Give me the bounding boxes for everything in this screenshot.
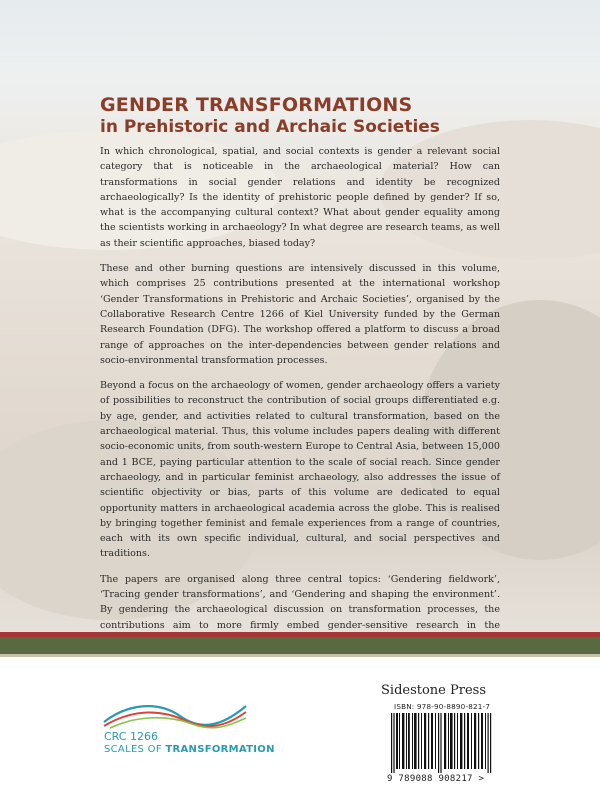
- isbn-barcode-block: [381, 702, 499, 786]
- barcode-digits: 9 789088 908217 >: [387, 774, 485, 784]
- blurb-paragraph-1: In which chronological, spatial, and social contexts is gender a relevant social category that is noticeable in the archaeological material? How can transformations in social gender relations and identity be recognized archaeologically? Is the identity of prehistoric people defined by gender? If so, what is the accompanying cultural context? What about gender equality among the scientists working in archaeology? In what degree are research teams, as well as their scientific approaches, biased today?: [100, 146, 500, 249]
- isbn-text: ISBN: 978-90-8890-821-7: [394, 702, 491, 711]
- blurb-paragraph-2: These and other burning questions are intensively discussed in this volume, which comprises 25 contributions presented at the international workshop ‘Gender Transformations in Prehistoric and Archaic Societies’, organised by the Collaborative Research Centre 1266 of Kiel University funded by the German Research Foundation (DFG). The workshop offered a platform to discuss a broad range of approaches on the inter-dependencies between gender relations and socio-environmental transformation processes.: [100, 263, 500, 366]
- barcode-icon: [391, 713, 496, 773]
- footer-area: [0, 657, 600, 800]
- book-title: GENDER TRANSFORMATIONS: [100, 94, 413, 116]
- blurb-paragraph-4: The papers are organised along three central topics: ‘Gendering fieldwork’, ‘Tracing gender transformations’, and ‘Gendering and shaping the environment’. By gendering the archaeological discussion on transformation processes, the contributions aim to more firmly embed gender-sensitive research in the: [100, 573, 500, 631]
- divider-green-band: [0, 637, 600, 654]
- blurb-paragraph-3: Beyond a focus on the archaeology of women, gender archaeology offers a variety of possibilities to reconstruct the contribution of social groups differentiated e.g. by age, gender, and activities related to cultural transformation, based on the archaeological material. Thus, this volume includes papers dealing with different socio-economic units, from south-western Europe to Central Asia, between 15,000 and 1 BCE, paying particular attention to the scale of social reach. Since gender archaeology, and in particular feminist archaeology, also addresses the issue of scientific objectivity or bias, parts of this volume are dedicated to equal opportunity matters in archaeological academia across the globe. This is realised by bringing together feminist and female experiences from a range of countries, each with its own specific individual, cultural, and social perspectives and traditions.: [100, 380, 500, 560]
- logo-crc-label: CRC 1266: [104, 730, 158, 743]
- swoosh-logo-icon: [100, 698, 250, 730]
- crc1266-logo: [100, 698, 275, 758]
- cover-text: [100, 94, 500, 658]
- publisher-name: Sidestone Press: [381, 683, 486, 698]
- logo-tagline-bold: TRANSFORMATION: [165, 744, 275, 755]
- book-subtitle: in Prehistoric and Archaic Societies: [100, 117, 440, 137]
- logo-tagline-prefix: SCALES OF: [104, 744, 166, 755]
- logo-tagline: [104, 744, 275, 755]
